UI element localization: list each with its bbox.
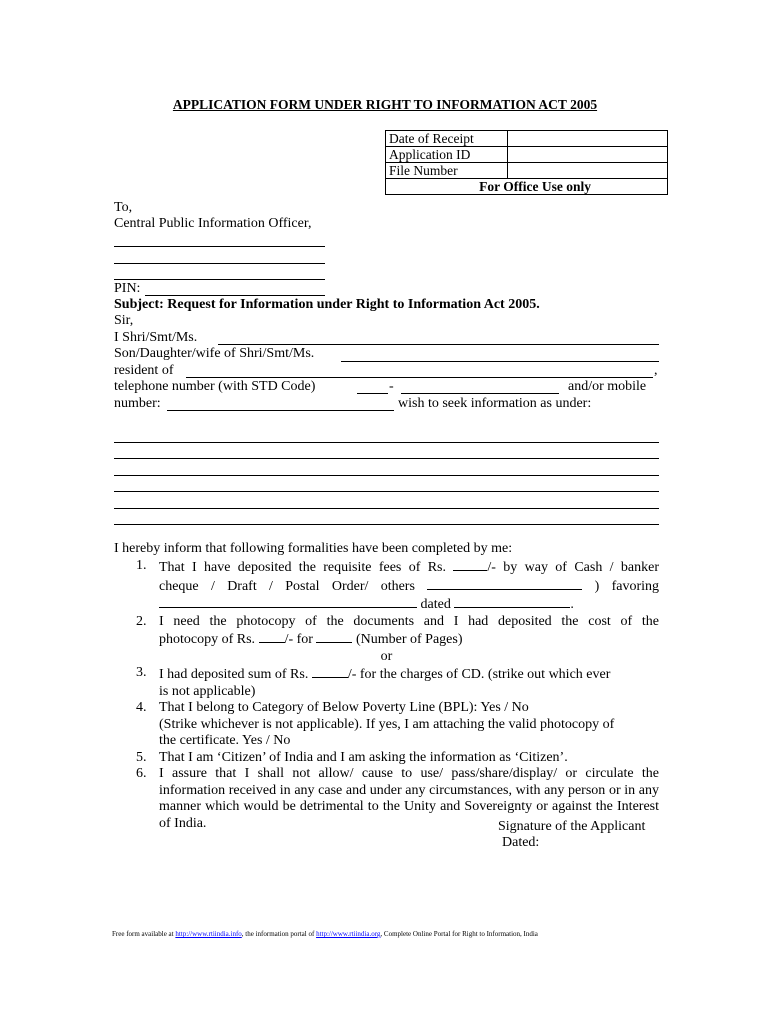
item-text: I need the photocopy of the documents and I had deposited the cost of the	[159, 613, 659, 629]
telephone-dash: -	[389, 379, 394, 394]
item-text: I assure that I shall not allow/ cause to use/ pass/share/display/ or circulate the information received in any case and under any circumstances, with any person or in any manner which would be detrimental to the Unity and Sovereignty or against the Interest of India.	[159, 766, 659, 831]
application-id-label: Application ID	[386, 147, 508, 163]
fees-amount-field[interactable]	[453, 558, 487, 571]
form-title: APPLICATION FORM UNDER RIGHT TO INFORMATION ACT 2005	[172, 97, 598, 112]
information-line-5[interactable]	[114, 508, 659, 509]
page-count-field[interactable]	[316, 630, 352, 643]
office-use-table	[385, 130, 668, 195]
date-of-receipt-label: Date of Receipt	[386, 131, 508, 147]
item-text: cheque / Draft / Postal Order/ others	[159, 578, 415, 594]
mobile-field[interactable]	[167, 410, 394, 411]
footer-text: , the information portal of	[241, 930, 317, 938]
information-line-1[interactable]	[114, 442, 659, 443]
name-label: I Shri/Smt/Ms.	[114, 330, 198, 345]
item-text: dated	[420, 597, 451, 612]
office-use-caption: For Office Use only	[386, 179, 668, 195]
file-number-field[interactable]	[508, 163, 668, 179]
telephone-field[interactable]	[401, 393, 559, 394]
item-text: ) favoring	[594, 578, 659, 594]
item-text: I had deposited sum of Rs.	[159, 667, 309, 682]
name-field[interactable]	[218, 344, 659, 345]
list-item	[114, 614, 659, 666]
resident-field[interactable]	[186, 377, 653, 378]
photocopy-amount-field[interactable]	[259, 630, 285, 643]
address-line-2[interactable]	[114, 263, 325, 264]
item-number: 1.	[136, 558, 147, 573]
information-line-4[interactable]	[114, 491, 659, 492]
item-text: That I belong to Category of Below Poverty Line (BPL): Yes / No	[159, 700, 529, 715]
item-text: /- by way of Cash / banker	[487, 560, 659, 575]
application-id-field[interactable]	[508, 147, 668, 163]
item-text: /- for the charges of CD. (strike out which ever	[347, 667, 611, 682]
list-item	[114, 558, 659, 614]
resident-comma: ,	[654, 363, 658, 378]
item-text: That I am ‘Citizen’ of India and I am asking the information as ‘Citizen’.	[159, 749, 568, 765]
number-label: number:	[114, 396, 161, 411]
item-text: That I have deposited the requisite fees of Rs.	[159, 560, 447, 575]
item-text: .	[570, 597, 574, 612]
payment-other-field[interactable]	[427, 577, 582, 590]
relation-field[interactable]	[341, 361, 659, 362]
payment-date-field[interactable]	[454, 595, 570, 608]
dated-label: Dated:	[502, 835, 540, 850]
item-text: (Strike whichever is not applicable). If yes, I am attaching the valid photocopy of	[159, 716, 615, 732]
item-text: (Number of Pages)	[355, 632, 463, 647]
footer-text: , Complete Online Portal for Right to Information, India	[380, 930, 538, 938]
resident-label: resident of	[114, 363, 174, 378]
pin-label: PIN:	[114, 281, 141, 296]
address-line-3[interactable]	[114, 279, 325, 280]
relation-label: Son/Daughter/wife of Shri/Smt/Ms.	[114, 346, 315, 361]
information-line-6[interactable]	[114, 524, 659, 525]
address-line-1[interactable]	[114, 246, 325, 247]
rtiindia-info-link[interactable]: http://www.rtiindia.info	[175, 930, 242, 938]
formalities-list	[114, 558, 659, 832]
footer-note	[112, 930, 538, 938]
footer-text: Free form available at	[112, 930, 176, 938]
item-number: 2.	[136, 613, 147, 629]
signature-label: Signature of the Applicant	[498, 819, 646, 834]
list-item	[114, 665, 659, 700]
officer-label: Central Public Information Officer,	[114, 216, 312, 231]
list-item	[114, 750, 659, 767]
date-of-receipt-field[interactable]	[508, 131, 668, 147]
mobile-label: and/or mobile	[568, 379, 647, 394]
item-text: /- for	[284, 632, 313, 647]
formalities-intro: I hereby inform that following formalities have been completed by me:	[114, 541, 513, 556]
to-label: To,	[114, 200, 133, 215]
list-item	[114, 700, 659, 750]
cd-amount-field[interactable]	[312, 665, 348, 678]
information-line-3[interactable]	[114, 475, 659, 476]
item-number: 4.	[136, 700, 147, 715]
telephone-label: telephone number (with STD Code)	[114, 379, 316, 394]
rtiindia-org-link[interactable]: http://www.rtiindia.org	[316, 930, 381, 938]
favoring-field[interactable]	[159, 595, 417, 608]
subject-line: Subject: Request for Information under Right to Information Act 2005.	[114, 297, 540, 312]
file-number-label: File Number	[386, 163, 508, 179]
item-number: 6.	[136, 766, 147, 781]
item-text: is not applicable)	[159, 683, 256, 699]
salutation: Sir,	[114, 313, 134, 328]
item-text: photocopy of Rs.	[159, 632, 256, 647]
seek-information-text: wish to seek information as under:	[398, 396, 592, 411]
item-text: the certificate. Yes / No	[159, 733, 291, 748]
item-number: 3.	[136, 665, 147, 680]
std-code-field[interactable]	[357, 393, 388, 394]
or-separator: or	[380, 648, 393, 664]
information-line-2[interactable]	[114, 458, 659, 459]
item-number: 5.	[136, 749, 147, 765]
pin-field[interactable]	[145, 295, 325, 296]
